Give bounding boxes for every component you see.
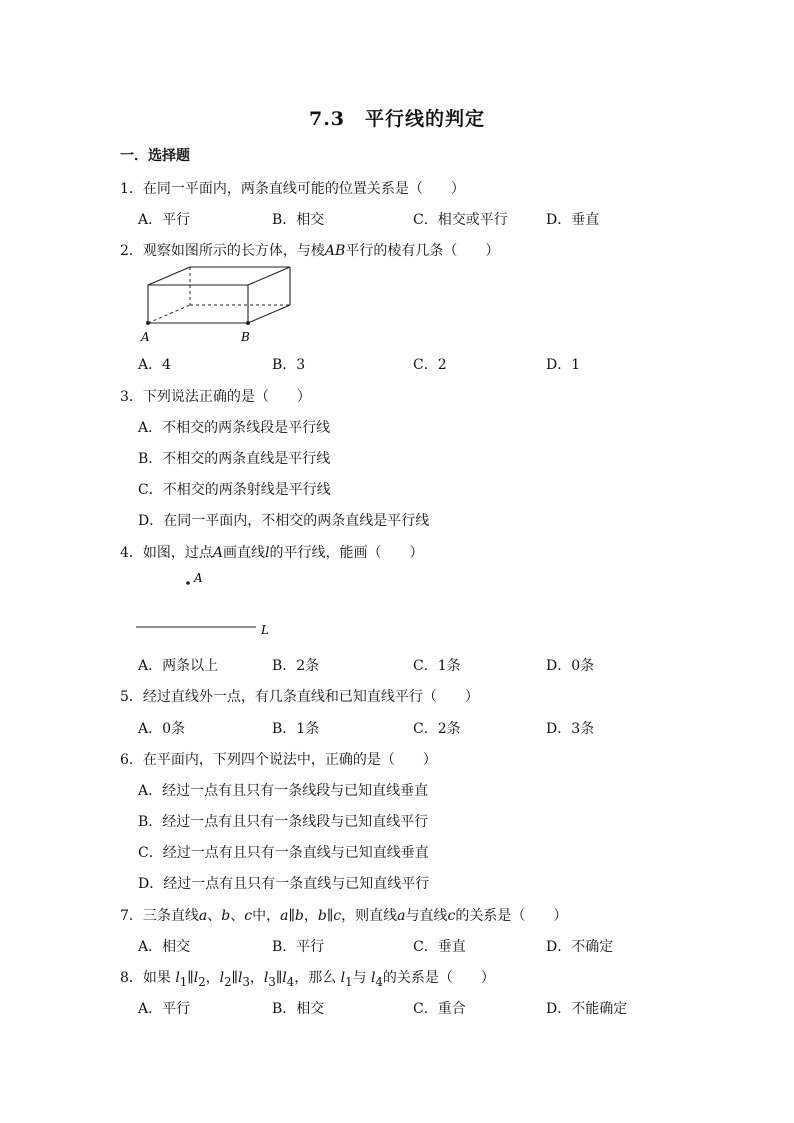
- q2-option-d: D．1: [546, 357, 581, 373]
- q1-option-c: C．相交或平行: [413, 212, 508, 228]
- q2-option-b: B．3: [272, 357, 306, 373]
- q1-option-d: D．垂直: [546, 212, 600, 228]
- q2-option-c: C．2: [413, 357, 447, 373]
- q6-option-c: C．经过一点有且只有一条直线与已知直线垂直: [138, 845, 429, 861]
- q5-option-d: D．3条: [546, 721, 595, 737]
- q1-option-a: A．平行: [138, 212, 191, 228]
- q2-option-a: A．4: [138, 357, 172, 373]
- question-4-stem: 4．如图，过点A画直线l的平行线，能画（ ）: [120, 545, 424, 561]
- q8-option-c: C．重合: [413, 1001, 466, 1017]
- cuboid-figure: [138, 263, 308, 347]
- question-2-stem: 2．观察如图所示的长方体，与棱AB平行的棱有几条（ ）: [120, 243, 500, 259]
- point-line-figure: [136, 568, 276, 640]
- question-7-stem: 7．三条直线a、b、c中，a∥b，b∥c，则直线a与直线c的关系是（ ）: [120, 908, 568, 924]
- q4-option-d: D．0条: [546, 658, 595, 674]
- q8-option-b: B．相交: [272, 1001, 325, 1017]
- q4-option-b: B．2条: [272, 658, 320, 674]
- q7-option-a: A．相交: [138, 939, 191, 955]
- q5-option-c: C．2条: [413, 721, 461, 737]
- question-6-stem: 6．在平面内，下列四个说法中，正确的是（ ）: [120, 752, 437, 768]
- q8-option-a: A．平行: [138, 1001, 191, 1017]
- q3-option-d: D．在同一平面内，不相交的两条直线是平行线: [138, 513, 430, 529]
- q4-option-c: C．1条: [413, 658, 461, 674]
- question-8-stem: 8．如果 $l_1\parallel l_2$，$l_2\parallel l_3$，$l_3\parallel l_4$，那么 $l_1$与 $l_4$的关系是（ ）: [120, 970, 495, 989]
- section-heading: 一．选择题: [120, 148, 190, 164]
- label-a: A: [141, 330, 150, 344]
- question-5-stem: 5．经过直线外一点，有几条直线和已知直线平行（ ）: [120, 689, 479, 705]
- q6-option-b: B．经过一点有且只有一条线段与已知直线平行: [138, 814, 429, 830]
- q5-option-a: A．0条: [138, 721, 186, 737]
- q1-option-b: B．相交: [272, 212, 325, 228]
- q7-option-b: B．平行: [272, 939, 325, 955]
- line-l-label: L: [261, 623, 269, 637]
- page-title: 7.3 平行线的判定: [308, 108, 486, 130]
- q4-option-a: A．两条以上: [138, 658, 219, 674]
- q6-option-a: A．经过一点有且只有一条线段与已知直线垂直: [138, 783, 429, 799]
- label-b: B: [241, 330, 250, 344]
- point-a-label: A: [194, 571, 203, 585]
- q7-option-c: C．垂直: [413, 939, 466, 955]
- q6-option-d: D．经过一点有且只有一条直线与已知直线平行: [138, 876, 430, 892]
- q8-option-d: D．不能确定: [546, 1001, 628, 1017]
- q5-option-b: B．1条: [272, 721, 320, 737]
- question-3-stem: 3．下列说法正确的是（ ）: [120, 389, 311, 405]
- q7-option-d: D．不确定: [546, 939, 614, 955]
- question-1-stem: 1．在同一平面内，两条直线可能的位置关系是（ ）: [120, 181, 465, 197]
- q3-option-c: C．不相交的两条射线是平行线: [138, 482, 331, 498]
- q3-option-b: B．不相交的两条直线是平行线: [138, 451, 331, 467]
- q3-option-a: A．不相交的两条线段是平行线: [138, 420, 331, 436]
